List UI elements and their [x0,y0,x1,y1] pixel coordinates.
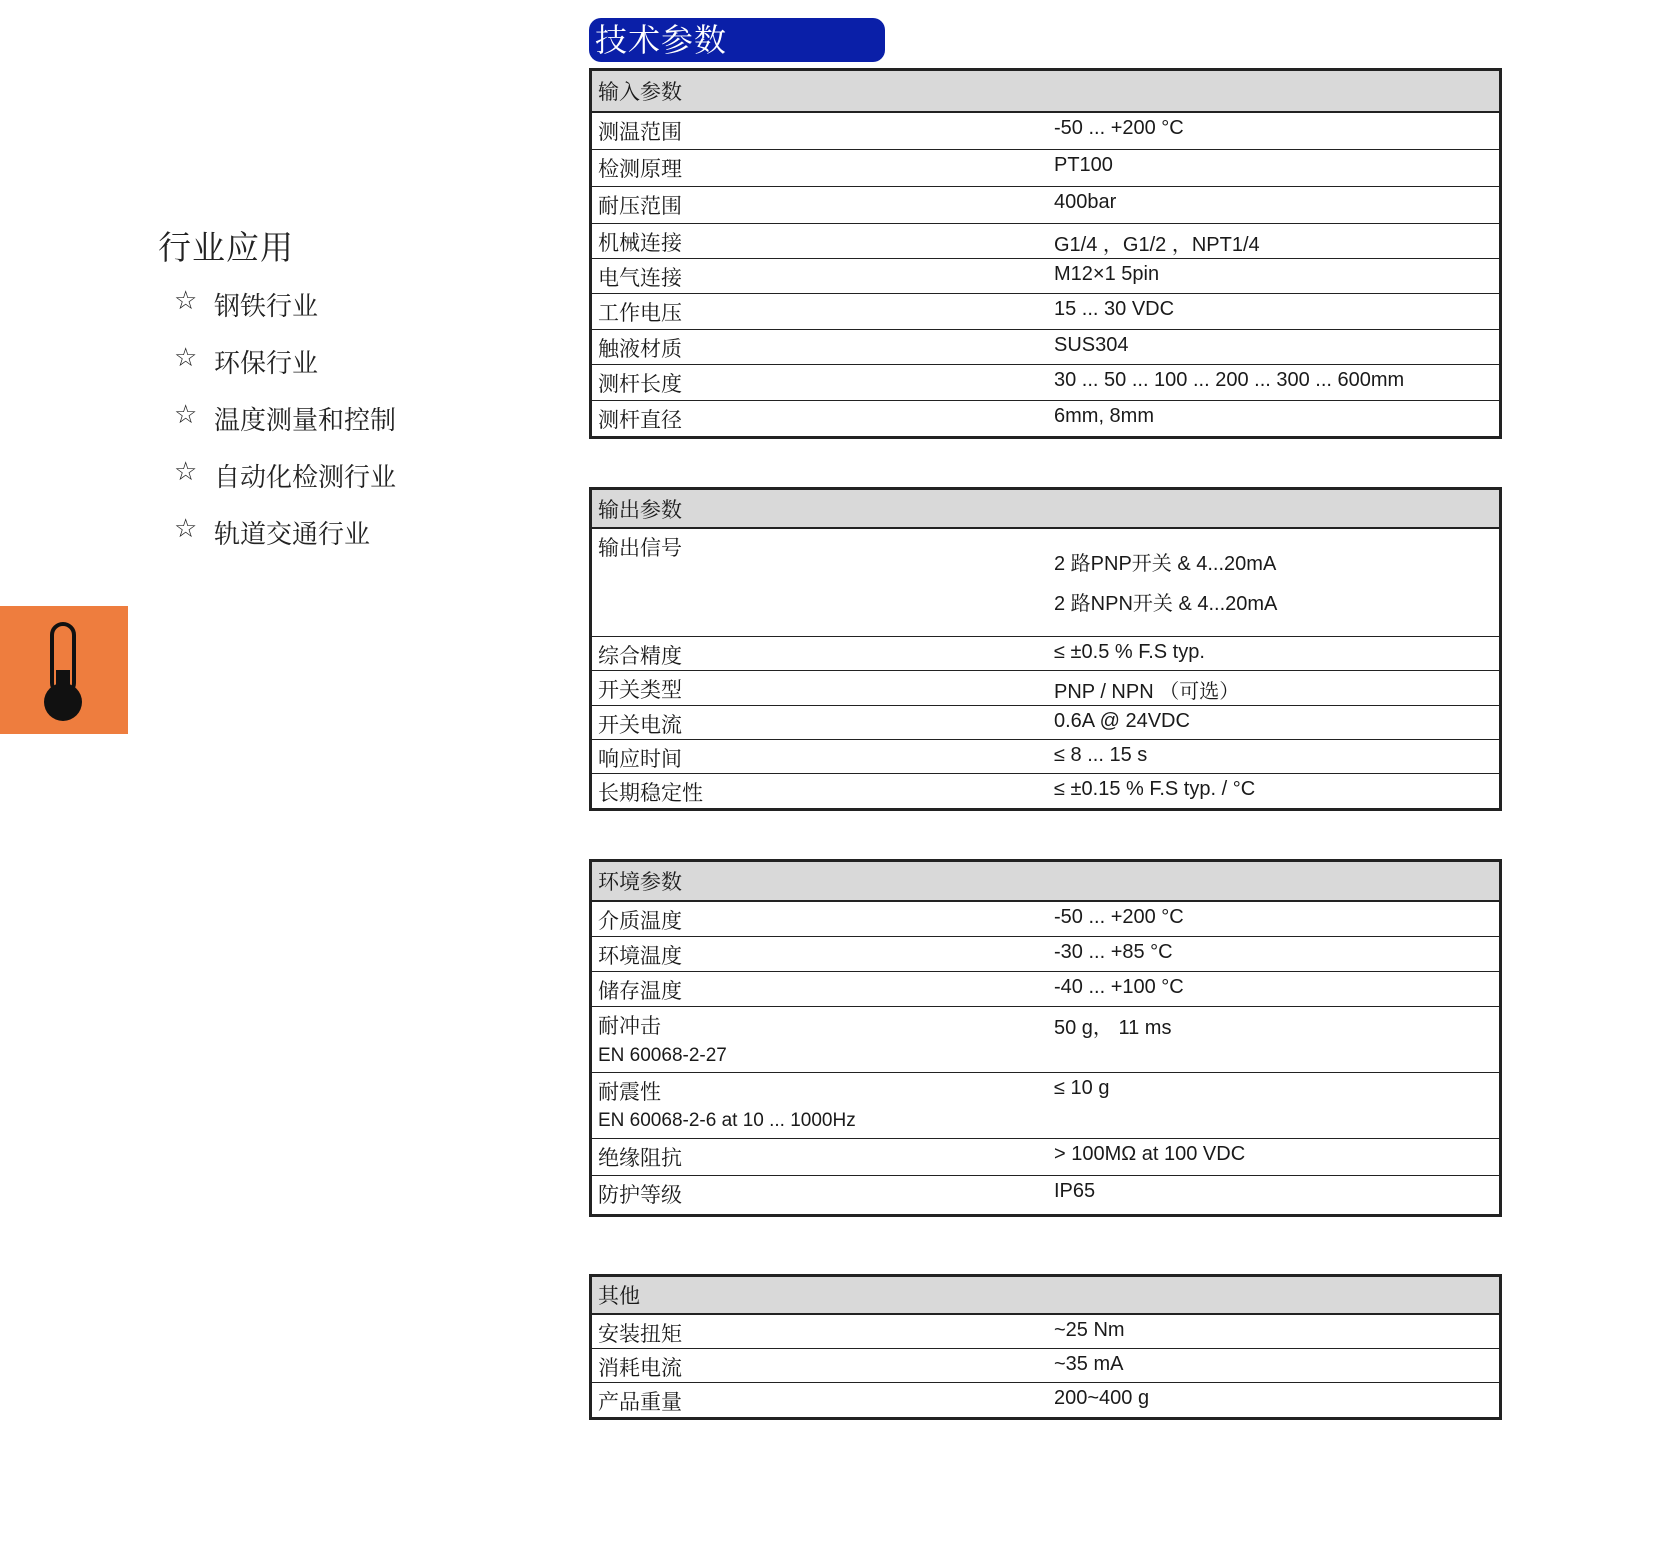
row-label: 环境温度 [598,944,682,968]
star-icon: ☆ [174,343,198,373]
row-label: 检测原理 [598,157,682,181]
industry-item-label: 环保行业 [214,349,319,379]
table-row [592,1176,1499,1214]
table-row [592,113,1499,150]
row-value: 0.6A @ 24VDC [1054,710,1190,732]
table-row [592,1007,1499,1073]
row-value: G1/4 ，G1/2 ，NPT1/4 [1054,234,1260,256]
star-icon: ☆ [174,286,198,316]
table-header: 输出参数 [592,490,1499,529]
industry-item [174,514,396,571]
row-value: 15 ... 30 VDC [1054,298,1175,320]
row-value: SUS304 [1054,334,1129,356]
row-label: 测温范围 [598,120,682,144]
industry-item-label: 轨道交通行业 [214,520,371,550]
row-label: 触液材质 [598,337,682,361]
row-value: -50 ... +200 °C [1054,906,1184,928]
row-label: 输出信号 [598,536,682,560]
table-row [592,637,1499,671]
row-value: 2 路NPN开关 & 4...20mA [1054,593,1278,615]
row-value: IP65 [1054,1180,1096,1202]
table-row [592,671,1499,706]
row-label: 消耗电流 [598,1356,682,1380]
row-value: 6mm, 8mm [1054,405,1154,427]
row-label: 产品重量 [598,1390,682,1414]
row-value: -30 ... +85 °C [1054,941,1173,963]
other-params-table [589,1274,1502,1420]
row-value: 400bar [1054,191,1117,213]
table-header: 环境参数 [592,862,1499,902]
industry-list [174,286,396,571]
row-value: M12×1 5pin [1054,263,1160,285]
row-value: > 100MΩ at 100 VDC [1054,1143,1246,1165]
environment-params-table [589,859,1502,1217]
table-row [592,937,1499,972]
row-label: 长期稳定性 [598,781,703,805]
row-label: 耐冲击 [598,1014,661,1038]
thermometer-icon [38,620,88,724]
row-value: -50 ... +200 °C [1054,117,1184,139]
table-header: 其他 [592,1277,1499,1315]
industry-title: 行业应用 [158,228,294,267]
table-row [592,1315,1499,1349]
row-value: 50 g， 11 ms [1054,1017,1172,1039]
row-label: 工作电压 [598,301,682,325]
table-row [592,1383,1499,1417]
table-row [592,1073,1499,1139]
row-value: PNP / NPN （可选） [1054,681,1240,703]
industry-item [174,343,396,400]
row-label: 安装扭矩 [598,1322,682,1346]
table-row [592,187,1499,224]
table-row [592,1139,1499,1176]
row-standard: EN 60068-2-6 at 10 ... 1000Hz [598,1110,856,1131]
row-standard: EN 60068-2-27 [598,1045,727,1066]
row-value: ≤ 8 ... 15 s [1054,744,1148,766]
industry-item-label: 钢铁行业 [214,292,319,322]
row-label: 介质温度 [598,909,682,933]
table-header: 输入参数 [592,71,1499,113]
row-value: 30 ... 50 ... 100 ... 200 ... 300 ... 600mm [1054,369,1405,391]
star-icon: ☆ [174,457,198,487]
table-row [592,902,1499,937]
table-row [592,259,1499,294]
thermometer-badge [0,606,128,734]
row-label: 耐震性 [598,1080,661,1104]
input-params-table [589,68,1502,439]
industry-item [174,400,396,457]
output-params-table [589,487,1502,811]
row-value: ~35 mA [1054,1353,1124,1375]
row-label: 储存温度 [598,979,682,1003]
row-label: 开关电流 [598,713,682,737]
industry-item-label: 自动化检测行业 [214,463,397,493]
page-title: 技术参数 [589,18,885,62]
table-row [592,1349,1499,1383]
industry-item [174,286,396,343]
industry-item [174,457,396,514]
row-label: 开关类型 [598,678,682,702]
table-row [592,529,1499,637]
row-value: ≤ ±0.15 % F.S typ. / °C [1054,778,1256,800]
industry-item-label: 温度测量和控制 [214,406,397,436]
row-value: PT100 [1054,154,1113,176]
row-label: 绝缘阻抗 [598,1146,682,1170]
row-label: 防护等级 [598,1183,682,1207]
row-value: 200~400 g [1054,1387,1150,1409]
row-value: ≤ ±0.5 % F.S typ. [1054,641,1205,663]
table-row [592,224,1499,259]
row-value: 2 路PNP开关 & 4...20mA [1054,553,1277,575]
table-row [592,972,1499,1007]
row-value: -40 ... +100 °C [1054,976,1184,998]
table-row [592,294,1499,330]
star-icon: ☆ [174,400,198,430]
row-value: ≤ 10 g [1054,1077,1110,1099]
table-row [592,706,1499,740]
table-row [592,365,1499,401]
table-row [592,774,1499,808]
table-row [592,330,1499,365]
row-label: 测杆直径 [598,408,682,432]
row-label: 综合精度 [598,644,682,668]
table-row [592,401,1499,436]
row-value: ~25 Nm [1054,1319,1125,1341]
star-icon: ☆ [174,514,198,544]
row-label: 电气连接 [598,266,682,290]
table-row [592,150,1499,187]
row-label: 测杆长度 [598,372,682,396]
row-label: 机械连接 [598,231,682,255]
row-label: 耐压范围 [598,194,682,218]
row-label: 响应时间 [598,747,682,771]
table-row [592,740,1499,774]
